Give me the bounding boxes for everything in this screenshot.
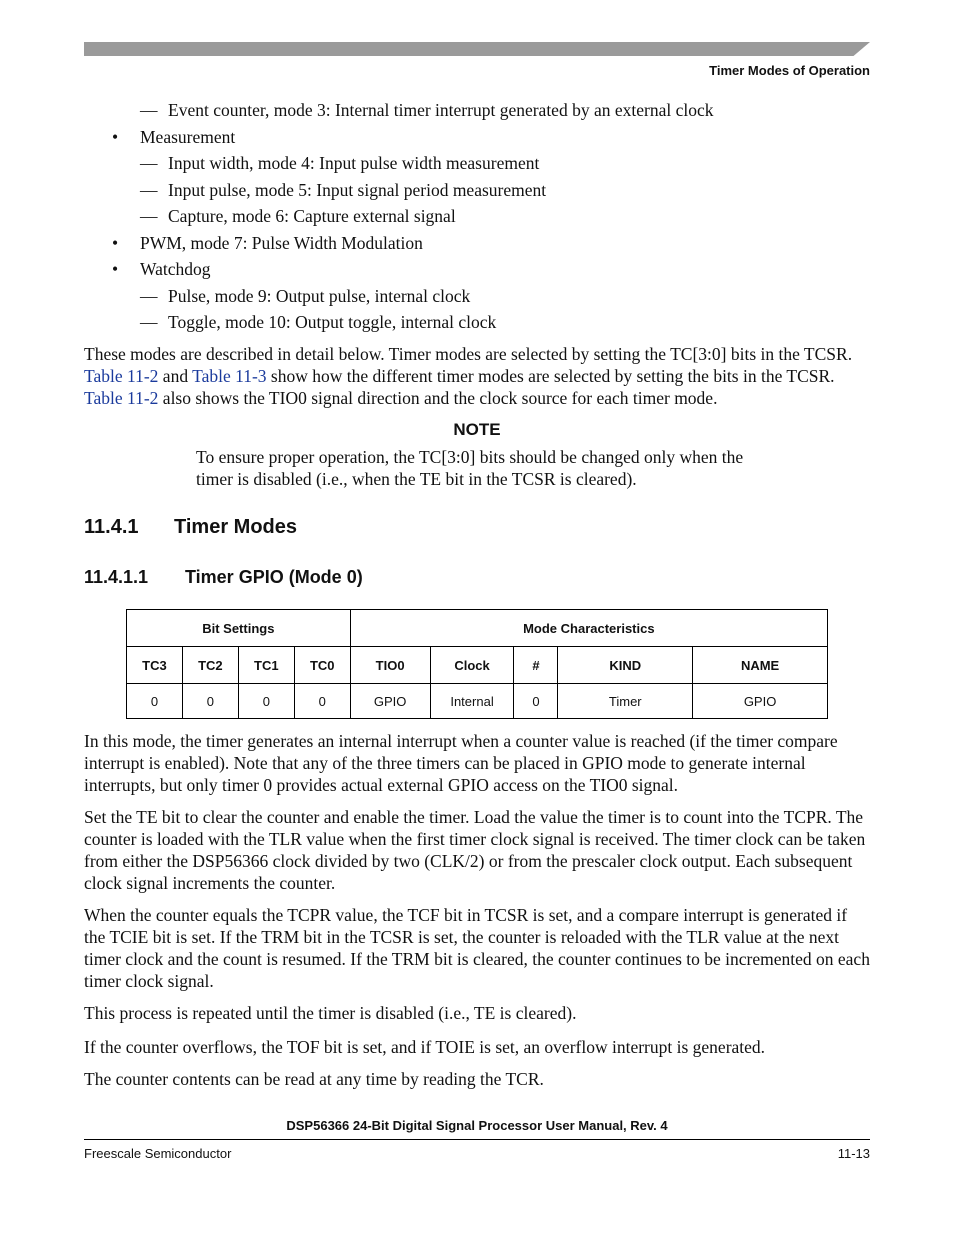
body-paragraph: If the counter overflows, the TOF bit is set, and if TOIE is set, an overflow interrupt is generated.	[84, 1037, 766, 1057]
column-header: Clock	[430, 647, 514, 684]
bullet-marker: •	[112, 259, 119, 279]
table-cell: 0	[294, 684, 350, 719]
body-paragraph: When the counter equals the TCPR value, the TCF bit in TCSR is set, and a compare interrupt is generated if the TCIE bit is set. If the TRM bit in the TCSR is set, the counter is reloaded with the TLR value at the next timer clock and the count is resumed. If the TRM bit is cleared, the counter continues to be incremented on each timer clock signal.	[84, 905, 870, 991]
modes-list	[112, 98, 872, 337]
page-number: 11-13	[837, 1146, 870, 1161]
dash-marker: —	[140, 285, 158, 306]
section-number: 11.4.1	[84, 516, 139, 538]
subsection-number: 11.4.1.1	[84, 567, 149, 587]
table-row	[127, 684, 828, 719]
footer-divider	[84, 1139, 870, 1140]
table-cell: 0	[514, 684, 558, 719]
list-item: — Event counter, mode 3: Internal timer interrupt generated by an external clock	[140, 100, 714, 120]
column-header: KIND	[558, 647, 693, 684]
body-paragraph: This process is repeated until the timer is disabled (i.e., TE is cleared).	[84, 1003, 577, 1023]
note-text: To ensure proper operation, the TC[3:0] bits should be changed only when the timer is disabled (i.e., when the TE bit in the TCSR is cleared).	[196, 447, 744, 489]
table-11-2-link[interactable]: Table 11-2	[84, 366, 159, 386]
table-cell: Internal	[430, 684, 514, 719]
list-item: • PWM, mode 7: Pulse Width Modulation	[112, 232, 423, 253]
header-bar	[84, 42, 870, 56]
note-title: NOTE	[453, 420, 501, 439]
body-paragraph: Set the TE bit to clear the counter and enable the timer. Load the value the timer is to count into the TCPR. The counter is loaded with the TLR value when the first timer clock signal is received. The timer clock can be taken from either the DSP56366 clock divided by two (CLK/2) or from the prescaler clock output. Each subsequent clock signal increments the counter.	[84, 807, 866, 893]
mode-table	[126, 609, 828, 719]
table-cell: 0	[127, 684, 183, 719]
list-item: • Watchdog	[112, 259, 211, 279]
table-cell: 0	[238, 684, 294, 719]
column-header: TC2	[182, 647, 238, 684]
table-cell: GPIO	[350, 684, 430, 719]
bit-settings-header: Bit Settings	[127, 610, 351, 647]
list-item: • Measurement	[112, 126, 236, 147]
column-header: TIO0	[350, 647, 430, 684]
column-header: NAME	[693, 647, 828, 684]
running-header: Timer Modes of Operation	[709, 63, 870, 78]
table-cell: 0	[182, 684, 238, 719]
intro-paragraph: These modes are described in detail below. Timer modes are selected by setting the TC[3:0] bits in the TCSR. Table 11-2 and Table 11-3 show how the different timer modes are selected by setting the bits in the TCSR. Table 11-2 also shows the TIO0 signal direction and the clock source for each timer mode.	[84, 344, 853, 408]
list-item: — Input width, mode 4: Input pulse width measurement	[140, 153, 540, 173]
subsection-heading	[84, 567, 363, 588]
body-paragraph: In this mode, the timer generates an internal interrupt when a counter value is reached (if the timer compare interrupt is enabled). Note that any of the three timers can be placed in GPIO mode to generate internal interrupts, but only timer 0 provides actual external GPIO access on the TIO0 signal.	[84, 731, 838, 795]
list-item: — Capture, mode 6: Capture external signal	[140, 206, 456, 226]
mode-characteristics-header: Mode Characteristics	[350, 610, 827, 647]
column-header: TC1	[238, 647, 294, 684]
section-title: Timer Modes	[174, 516, 297, 538]
dash-marker: —	[140, 100, 158, 120]
footer-manual-title: DSP56366 24-Bit Digital Signal Processor User Manual, Rev. 4	[286, 1118, 668, 1133]
column-header: #	[514, 647, 558, 684]
table-cell: GPIO	[693, 684, 828, 719]
column-header: TC0	[294, 647, 350, 684]
dash-marker: —	[140, 312, 158, 332]
dash-marker: —	[140, 206, 158, 226]
section-heading	[84, 516, 297, 539]
bullet-marker: •	[112, 232, 119, 253]
list-item: — Input pulse, mode 5: Input signal period measurement	[140, 179, 547, 200]
dash-marker: —	[140, 153, 158, 173]
subsection-title: Timer GPIO (Mode 0)	[185, 567, 363, 587]
list-item: — Pulse, mode 9: Output pulse, internal clock	[140, 285, 471, 306]
footer-company: Freescale Semiconductor	[84, 1146, 232, 1161]
table-cell: Timer	[558, 684, 693, 719]
table-11-2-link[interactable]: Table 11-2	[84, 388, 159, 408]
column-header: TC3	[127, 647, 183, 684]
list-item: — Toggle, mode 10: Output toggle, internal clock	[140, 312, 497, 332]
dash-marker: —	[140, 179, 158, 200]
body-paragraph: The counter contents can be read at any time by reading the TCR.	[84, 1069, 544, 1089]
bullet-marker: •	[112, 126, 119, 147]
table-11-3-link[interactable]: Table 11-3	[192, 366, 267, 386]
